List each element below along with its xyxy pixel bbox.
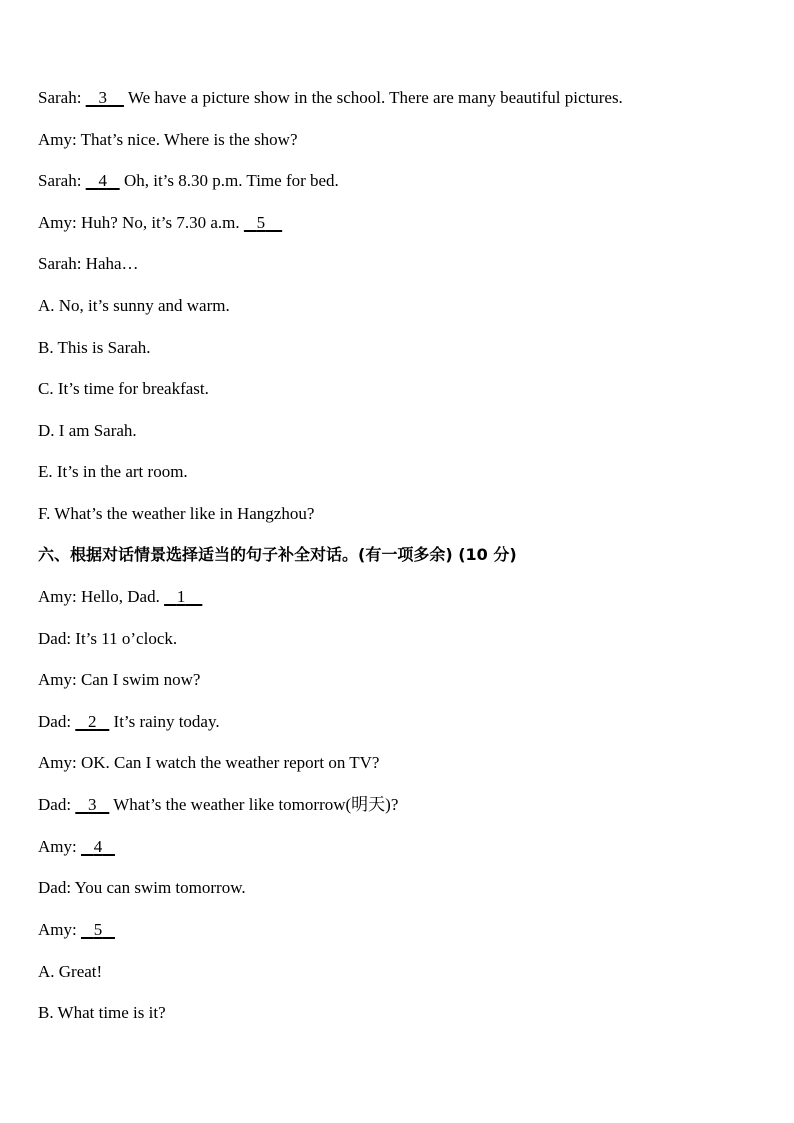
line-text: What’s the weather like tomorrow(明天)? xyxy=(113,795,399,814)
option-c: C. It’s time for breakfast. xyxy=(38,379,209,398)
line-text: Amy: Hello, Dad. xyxy=(38,587,160,606)
dialogue2-line-amy-1 xyxy=(38,587,202,607)
answer-blank-5: 5 xyxy=(93,920,103,939)
option2-b: B. What time is it? xyxy=(38,1003,166,1022)
dialogue2-line-amy-ok: Amy: OK. Can I watch the weather report on TV? xyxy=(38,753,380,772)
speaker: Amy: xyxy=(38,920,77,939)
option-d: D. I am Sarah. xyxy=(38,421,137,440)
speaker: Dad: xyxy=(38,795,72,814)
answer-blank-4: 4 xyxy=(93,837,103,856)
dialogue2-line-amy-4 xyxy=(38,837,115,857)
answer-blank-1: 1 xyxy=(176,587,186,606)
section-heading: 六、根据对话情景选择适当的句子补全对话。(有一项多余) (10 分) xyxy=(38,545,517,564)
speaker: Dad: xyxy=(38,712,72,731)
line-text: It’s rainy today. xyxy=(113,712,220,731)
answer-blank-2: 2 xyxy=(88,712,97,731)
option-b: B. This is Sarah. xyxy=(38,338,151,357)
dialogue2-line-dad: Dad: It’s 11 o’clock. xyxy=(38,629,178,648)
dialogue2-line-dad-3 xyxy=(38,795,398,815)
dialogue-line-sarah-4 xyxy=(38,171,339,191)
line-text: Oh, it’s 8.30 p.m. Time for bed. xyxy=(123,171,339,190)
dialogue-line-sarah: Sarah: Haha… xyxy=(38,254,139,273)
answer-blank-3: 3 xyxy=(98,88,107,107)
line-text: We have a picture show in the school. There are many beautiful pictures. xyxy=(127,88,623,107)
option-e: E. It’s in the art room. xyxy=(38,462,188,481)
speaker: Sarah: xyxy=(38,88,82,107)
dialogue-line-sarah-3 xyxy=(38,88,623,108)
dialogue2-line-dad-2 xyxy=(38,712,220,732)
dialogue2-line-amy-5 xyxy=(38,920,115,940)
dialogue2-line-amy: Amy: Can I swim now? xyxy=(38,670,201,689)
option-a: A. No, it’s sunny and warm. xyxy=(38,296,230,315)
answer-blank-3: 3 xyxy=(88,795,97,814)
answer-blank-4: 4 xyxy=(98,171,107,190)
dialogue2-line-dad-swim: Dad: You can swim tomorrow. xyxy=(38,878,246,897)
line-text: Amy: Huh? No, it’s 7.30 a.m. xyxy=(38,213,240,232)
dialogue-line-amy: Amy: That’s nice. Where is the show? xyxy=(38,130,298,149)
option-f: F. What’s the weather like in Hangzhou? xyxy=(38,504,315,523)
answer-blank-5: 5 xyxy=(256,213,266,232)
dialogue-line-amy-5 xyxy=(38,213,282,233)
option2-a: A. Great! xyxy=(38,962,103,981)
speaker: Amy: xyxy=(38,837,77,856)
speaker: Sarah: xyxy=(38,171,82,190)
